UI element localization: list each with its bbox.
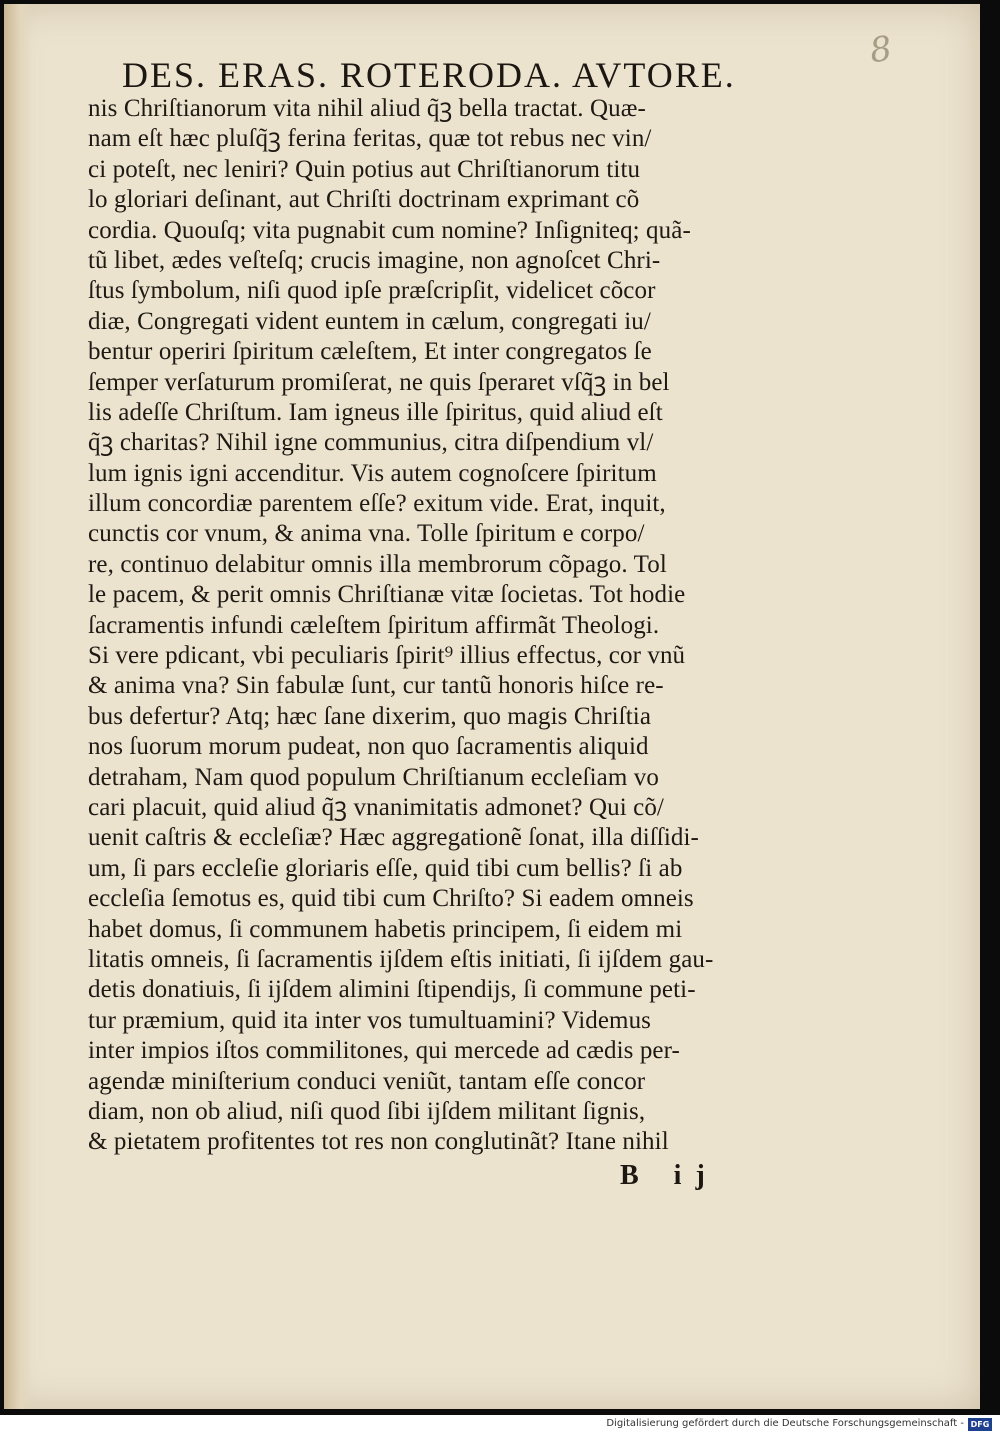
text-line: uenit caſtris & eccleſiæ? Hæc aggregationẽ ſonat, illa diſſidi- xyxy=(88,824,699,852)
text-line: tur præmium, quid ita inter vos tumultuamini? Videmus xyxy=(88,1006,652,1034)
text-line: illum concordiæ parentem eſſe? exitum vide. Erat, inquit, xyxy=(88,490,666,518)
book-page xyxy=(4,4,980,1409)
text-line: nis Chriſtianorum vita nihil aliud q̃ꝫ bella tractat. Quæ- xyxy=(88,95,646,122)
text-line: detis donatiuis, ſi ijſdem alimini ſtipendijs, ſi commune peti- xyxy=(88,976,696,1004)
funding-credit: Digitalisierung gefördert durch die Deutsche Forschungsgemeinschaft - xyxy=(606,1418,964,1429)
text-line: ci poteſt, nec leniri? Quin potius aut Chriſtianorum titu xyxy=(88,155,641,183)
text-line: nos ſuorum morum pudeat, non quo ſacramentis aliquid xyxy=(88,733,649,761)
text-line: cordia. Quouſq; vita pugnabit cum nomine? Inſigniteq; quã- xyxy=(88,216,691,244)
text-line: litatis omneis, ſi ſacramentis ijſdem eſtis initiati, ſi ijſdem gau- xyxy=(88,945,714,973)
text-line: lo gloriari deſinant, aut Chriſti doctrinam exprimant cõ xyxy=(88,186,640,214)
text-line: habet domus, ſi communem habetis principem, ſi eidem mi xyxy=(88,915,683,943)
text-line: diæ, Congregati vident euntem in cælum, congregati iu/ xyxy=(88,307,651,335)
text-line: lis adeſſe Chriſtum. Iam igneus ille ſpiritus, quid aliud eſt xyxy=(88,398,663,426)
text-line: eccleſia ſemotus es, quid tibi cum Chriſto? Si eadem omneis xyxy=(88,885,694,913)
text-line: ſemper verſaturum promiſerat, ne quis ſperaret vſq̃ꝫ in bel xyxy=(88,368,670,396)
text-line: bentur operiri ſpiritum cæleſtem, Et inter congregatos ſe xyxy=(88,338,652,366)
text-line: um, ſi pars eccleſie gloriaris eſſe, quid tibi cum bellis? ſi ab xyxy=(88,854,683,882)
text-line: Si vere pdicant, vbi peculiaris ſpirit⁹ illius effectus, cor vnũ xyxy=(88,642,686,670)
handwritten-folio-number: 8 xyxy=(867,28,895,72)
text-line: le pacem, & perit omnis Chriſtianæ vitæ ſocietas. Tot hodie xyxy=(88,581,686,609)
text-line: inter impios iſtos commilitones, qui mercede ad cædis per- xyxy=(88,1037,680,1065)
text-line: cunctis cor vnum, & anima vna. Tolle ſpiritum e corpo/ xyxy=(88,520,645,548)
text-line: agendæ miniſterium conduci veniũt, tantam eſſe concor xyxy=(88,1067,646,1095)
signature-mark: B ij xyxy=(620,1160,719,1191)
text-line: re, continuo delabitur omnis illa membrorum cõpago. Tol xyxy=(88,550,667,578)
dfg-logo: DFG xyxy=(968,1418,992,1431)
text-line: ſacramentis infundi cæleſtem ſpiritum affirmãt Theologi. xyxy=(88,611,660,639)
running-head: DES. ERAS. ROTERODA. AVTORE. xyxy=(122,55,736,95)
text-line: tũ libet, ædes veſteſq; crucis imagine, non agnoſcet Chri- xyxy=(88,246,661,274)
text-line: lum ignis igni accenditur. Vis autem cognoſcere ſpiritum xyxy=(88,459,657,487)
text-line: bus defertur? Atq; hæc ſane dixerim, quo magis Chriſtia xyxy=(88,702,652,730)
text-line: & pietatem profitentes tot res non conglutinãt? Itane nihil xyxy=(88,1128,669,1156)
page-gutter-shadow xyxy=(4,4,32,1409)
text-line: q̃ꝫ charitas? Nihil igne communius, citra diſpendium vl/ xyxy=(88,429,654,457)
text-line: nam eſt hæc pluſq̃ꝫ ferina feritas, quæ tot rebus nec vin/ xyxy=(88,125,652,153)
text-line: diam, non ob aliud, niſi quod ſibi ijſdem militant ſignis, xyxy=(88,1097,646,1125)
text-line: cari placuit, quid aliud q̃ꝫ vnanimitatis admonet? Qui cõ/ xyxy=(88,793,664,821)
digitization-footer xyxy=(0,1415,1000,1435)
text-line: & anima vna? Sin fabulæ ſunt, cur tantũ honoris hiſce re- xyxy=(88,672,664,700)
text-line: ſtus ſymbolum, niſi quod ipſe præſcripſit, videlicet cõcor xyxy=(88,277,656,305)
text-line: detraham, Nam quod populum Chriſtianum eccleſiam vo xyxy=(88,763,659,791)
body-text xyxy=(88,94,768,1158)
